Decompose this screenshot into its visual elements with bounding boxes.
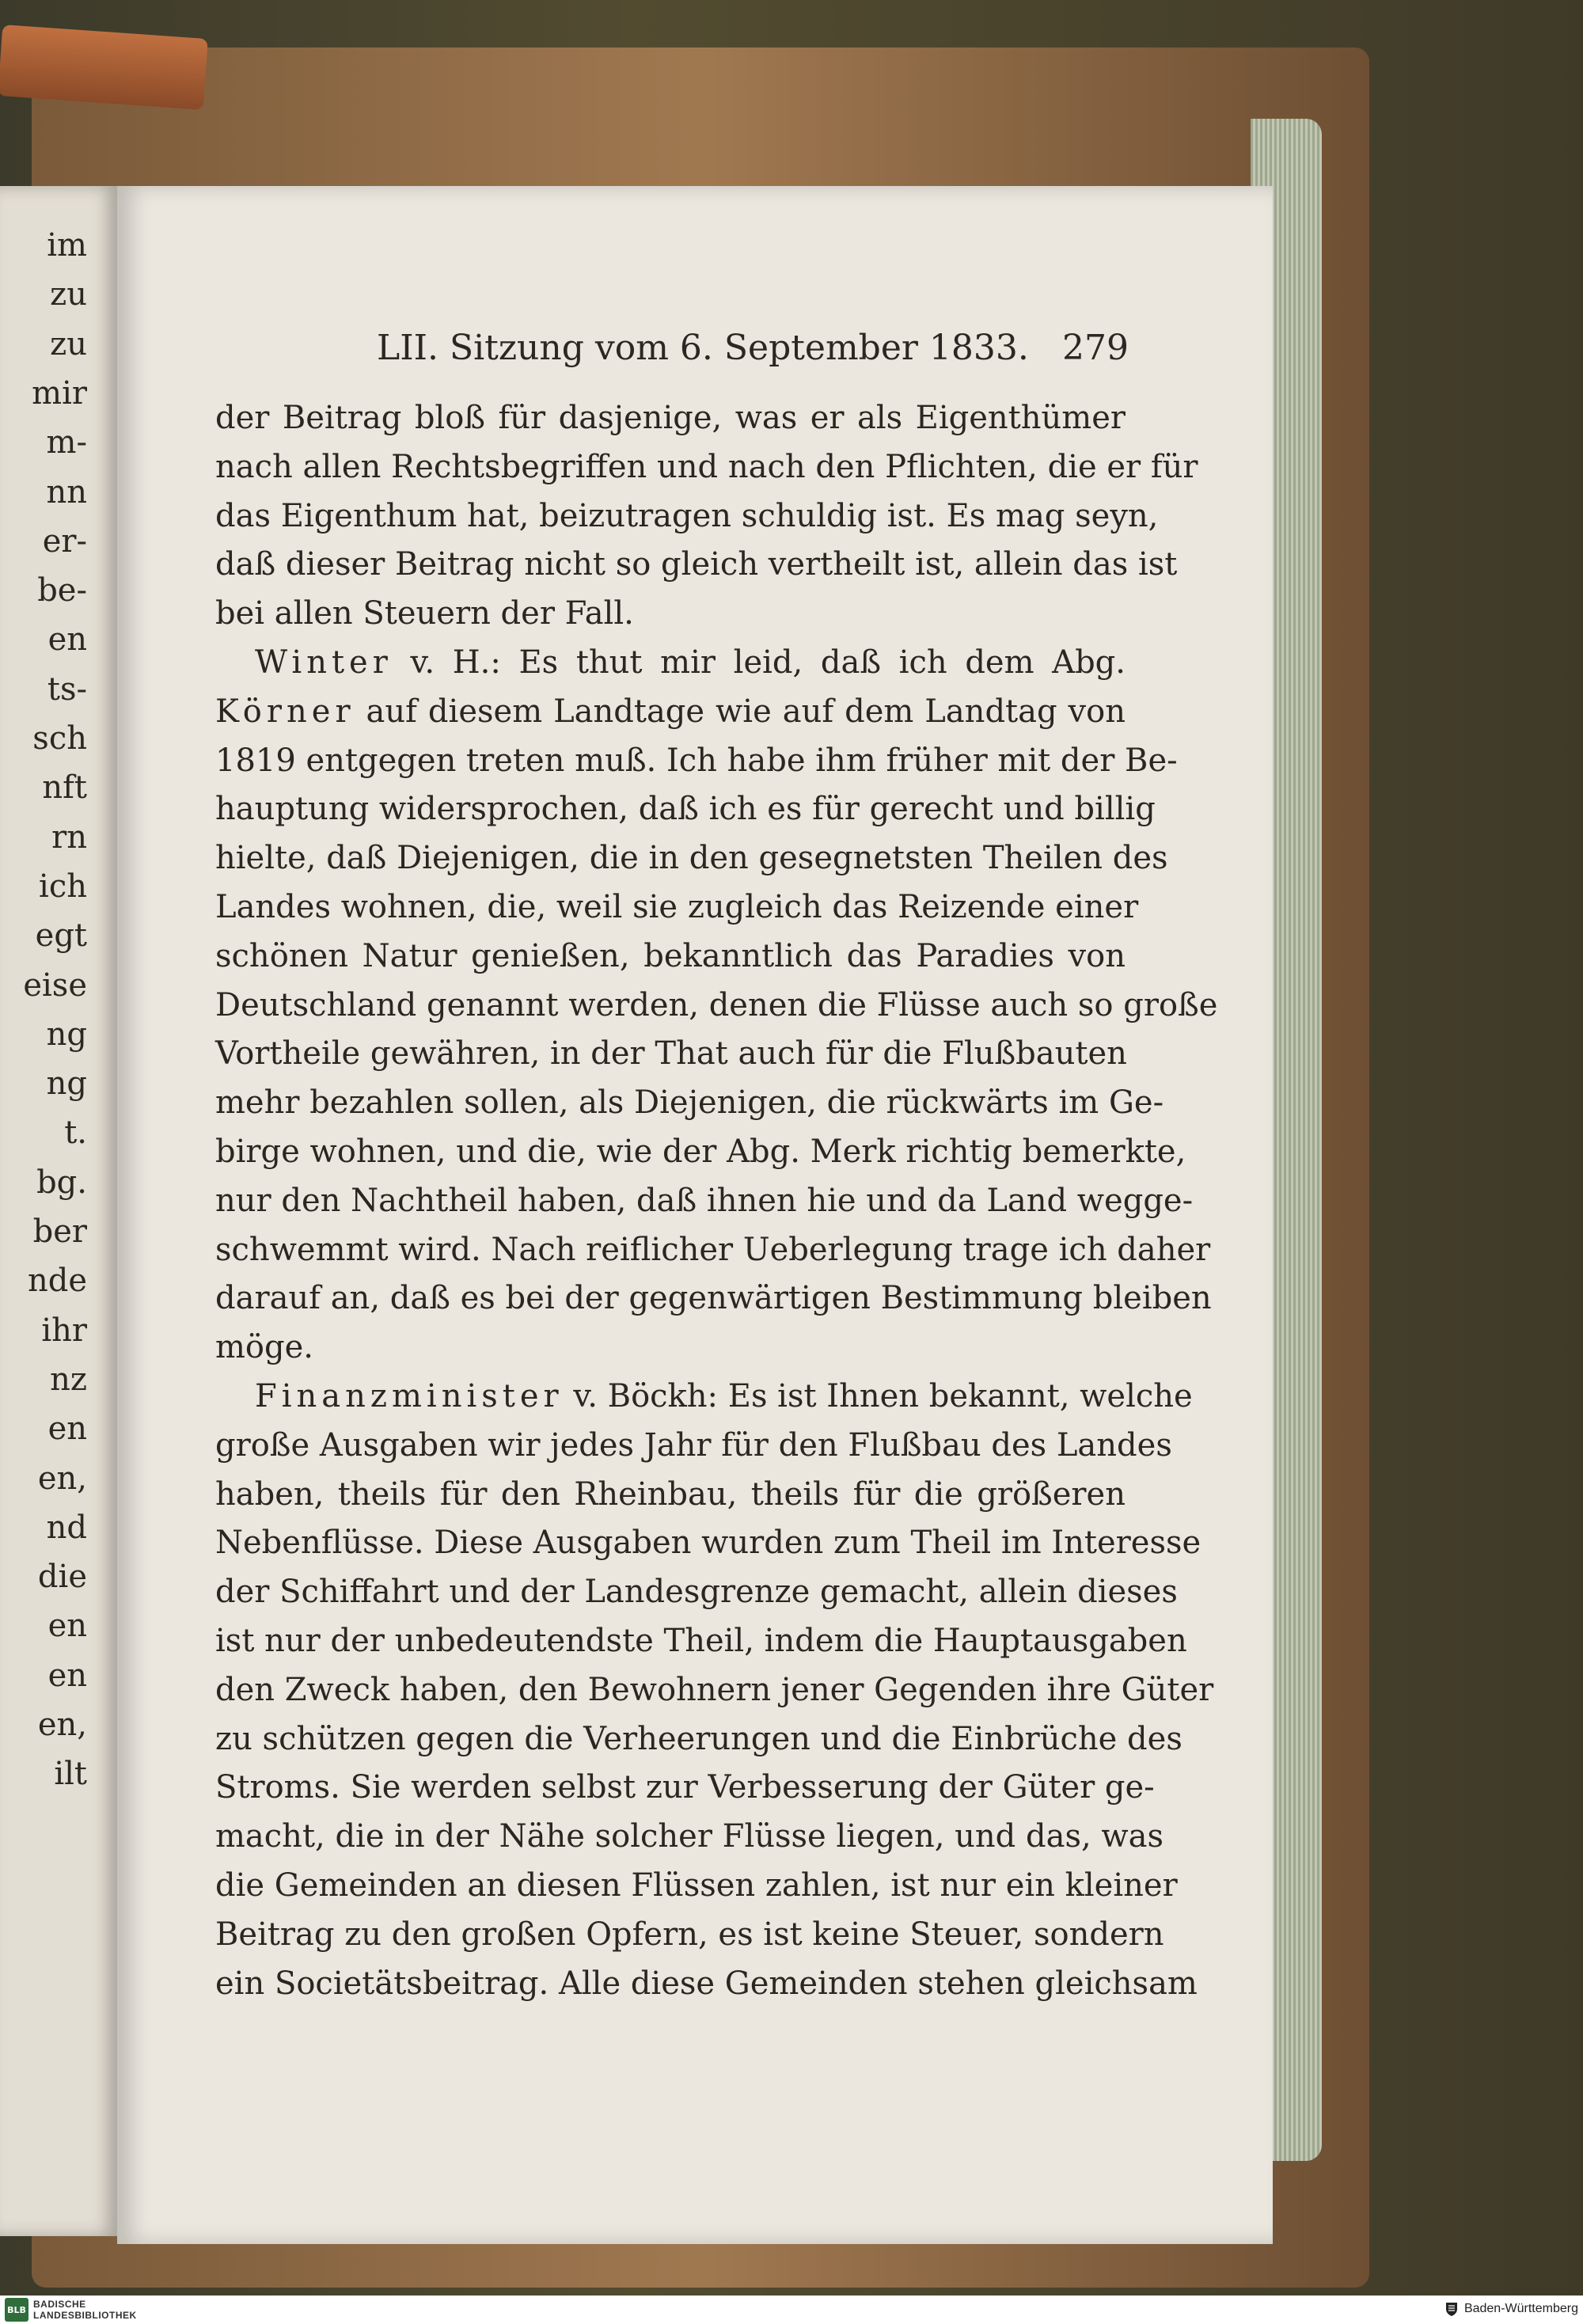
line-text: ein Societätsbeitrag. Alle diese Gemeinden stehen gleichsam — [215, 1965, 1198, 2002]
left-page — [0, 186, 119, 2236]
left-page-fragment: ng — [46, 1016, 87, 1053]
left-page-fragment: nft — [42, 769, 87, 807]
header-title: LII. Sitzung vom 6. September 1833. — [377, 328, 1029, 368]
left-page-fragment: zu — [50, 276, 87, 313]
blb-name-line2: LANDESBIBLIOTHEK — [33, 2310, 137, 2321]
text-line — [215, 394, 1126, 443]
text-line — [215, 1471, 1126, 1520]
line-text: der Schiffahrt und der Landesgrenze gemacht, allein dieses — [215, 1574, 1178, 1611]
line-text: haben, theils für den Rheinbau, theils für die größeren — [215, 1475, 1126, 1513]
text-line — [215, 1079, 1164, 1128]
text-line — [215, 590, 1126, 639]
blb-badge: BLB — [5, 2298, 28, 2322]
left-page-fragment: er- — [42, 522, 87, 560]
line-text: bei allen Steuern der Fall. — [215, 595, 634, 632]
bw-logo — [1444, 2301, 1578, 2317]
line-text: Beitrag zu den großen Opfern, es ist keine Steuer, sondern — [215, 1916, 1164, 1953]
line-text: große Ausgaben wir jedes Jahr für den Flußbau des Landes — [215, 1426, 1172, 1464]
text-line — [215, 1862, 1178, 1911]
left-page-fragment: ng — [46, 1065, 87, 1103]
left-page-fragment: ihr — [41, 1312, 87, 1349]
body-text — [215, 394, 1218, 2008]
text-line — [215, 688, 1126, 737]
text-line — [215, 1030, 1126, 1079]
left-page-fragment: nz — [50, 1361, 87, 1398]
line-text: hauptung widersprochen, daß ich es für gerecht und billig — [215, 791, 1156, 828]
text-line — [215, 1960, 1198, 2009]
text-line — [215, 1715, 1183, 1764]
left-page-fragment: nd — [46, 1509, 87, 1546]
text-line — [215, 834, 1168, 883]
left-page-fragment: rn — [51, 818, 87, 856]
text-line — [215, 1666, 1214, 1715]
line-text: auf diesem Landtage wie auf dem Landtag von — [355, 693, 1126, 730]
text-line — [215, 883, 1139, 932]
line-text: birge wohnen, und die, wie der Abg. Merk richtig bemerkte, — [215, 1133, 1186, 1170]
text-line — [215, 1128, 1186, 1177]
speaker-name: Winter — [255, 644, 393, 681]
left-page-fragment: egt — [35, 917, 87, 955]
line-text: schwemmt wird. Nach reiflicher Ueberlegung trage ich daher — [215, 1231, 1211, 1268]
line-text: macht, die in der Nähe solcher Flüsse liegen, und das, was — [215, 1818, 1164, 1855]
speaker-name: Körner — [215, 693, 355, 730]
left-page-fragment: t. — [64, 1115, 87, 1152]
left-page-fragment: ts- — [47, 670, 87, 708]
text-line — [215, 492, 1159, 541]
line-text: nach allen Rechtsbegriffen und nach den Pflichten, die er für — [215, 448, 1198, 485]
left-page-fragment: en — [47, 1608, 87, 1645]
text-line — [215, 639, 1126, 688]
line-text: 1819 entgegen treten muß. Ich habe ihm früher mit der Be- — [215, 742, 1178, 779]
footer-bar — [0, 2296, 1583, 2324]
blb-logo — [5, 2298, 137, 2322]
line-text: den Zweck haben, den Bewohnern jener Gegenden ihre Güter — [215, 1671, 1214, 1708]
text-line — [215, 1373, 1193, 1422]
text-line — [215, 982, 1218, 1031]
left-page-fragment: en, — [37, 1460, 87, 1497]
left-page-fragment: bg. — [36, 1164, 87, 1201]
line-text: Vortheile gewähren, in der That auch für die Flußbauten — [215, 1035, 1127, 1073]
text-line — [215, 1323, 1126, 1373]
left-page-fragment: be- — [37, 572, 87, 609]
text-line — [215, 1568, 1178, 1617]
left-page-fragment: die — [37, 1559, 87, 1596]
line-text: das Eigenthum hat, beizutragen schuldig ist. Es mag seyn, — [215, 497, 1159, 534]
left-page-fragment: m- — [46, 424, 87, 461]
left-page-fragment: ich — [39, 868, 87, 905]
text-line — [215, 1813, 1164, 1862]
line-text: schönen Natur genießen, bekanntlich das Paradies von — [215, 937, 1126, 974]
line-text: zu schützen gegen die Verheerungen und die Einbrüche des — [215, 1720, 1183, 1757]
text-line — [215, 1177, 1194, 1226]
left-page-fragment: mir — [32, 374, 87, 412]
line-text: hielte, daß Diejenigen, die in den gesegnetsten Theilen des — [215, 840, 1168, 877]
left-page-fragment: en — [47, 621, 87, 659]
running-header — [377, 328, 1129, 375]
left-page-fragment: nde — [27, 1263, 87, 1300]
page-number: 279 — [1062, 328, 1129, 368]
line-text: darauf an, daß es bei der gegenwärtigen Bestimmung bleiben — [215, 1280, 1212, 1317]
line-text: möge. — [215, 1329, 314, 1366]
line-text: ist nur der unbedeutendste Theil, indem die Hauptausgaben — [215, 1622, 1187, 1659]
text-line — [215, 1422, 1172, 1471]
line-text: die Gemeinden an diesen Flüssen zahlen, ist nur ein kleiner — [215, 1866, 1178, 1904]
line-text: nur den Nachtheil haben, daß ihnen hie und da Land wegge- — [215, 1182, 1194, 1219]
coat-of-arms-icon — [1444, 2301, 1460, 2317]
left-page-fragment: en, — [37, 1707, 87, 1743]
left-page-fragment: sch — [32, 720, 87, 757]
text-line — [215, 737, 1178, 786]
blb-name — [33, 2299, 137, 2321]
text-line — [215, 1519, 1201, 1568]
left-page-fragment: ilt — [54, 1756, 87, 1793]
blb-name-line1: BADISCHE — [33, 2299, 86, 2310]
text-line — [215, 932, 1126, 982]
text-line — [215, 1764, 1155, 1813]
left-page-fragment: nn — [46, 473, 87, 511]
text-line — [215, 1617, 1187, 1666]
text-line — [215, 785, 1156, 834]
line-text: mehr bezahlen sollen, als Diejenigen, die rückwärts im Ge- — [215, 1084, 1164, 1122]
left-page-fragment: en — [47, 1411, 87, 1448]
line-text: Stroms. Sie werden selbst zur Verbesserung der Güter ge- — [215, 1769, 1155, 1806]
text-line — [215, 1226, 1211, 1275]
left-page-fragment: ber — [32, 1213, 87, 1250]
left-page-fragment: eise — [23, 966, 87, 1004]
text-line — [215, 443, 1198, 492]
speaker-name: Finanzminister — [255, 1377, 564, 1415]
left-page-fragment: zu — [50, 325, 87, 363]
bw-text: Baden-Württemberg — [1463, 2302, 1578, 2315]
book-spine — [0, 25, 208, 110]
text-line — [215, 541, 1178, 590]
left-page-fragment: im — [47, 227, 87, 264]
line-text: v. Böckh: Es ist Ihnen bekannt, welche — [563, 1377, 1193, 1415]
text-line — [215, 1911, 1164, 1960]
line-text: daß dieser Beitrag nicht so gleich vertheilt ist, allein das ist — [215, 546, 1178, 583]
line-text: der Beitrag bloß für dasjenige, was er als Eigenthümer — [215, 400, 1126, 436]
line-text: v. H.: Es thut mir leid, daß ich dem Abg. — [392, 644, 1126, 681]
line-text: Deutschland genannt werden, denen die Flüsse auch so große — [215, 986, 1218, 1023]
line-text: Landes wohnen, die, weil sie zugleich das Reizende einer — [215, 888, 1139, 925]
line-text: Nebenflüsse. Diese Ausgaben wurden zum Theil im Interesse — [215, 1525, 1201, 1562]
left-page-fragment: en — [47, 1657, 87, 1694]
text-line — [215, 1274, 1212, 1323]
